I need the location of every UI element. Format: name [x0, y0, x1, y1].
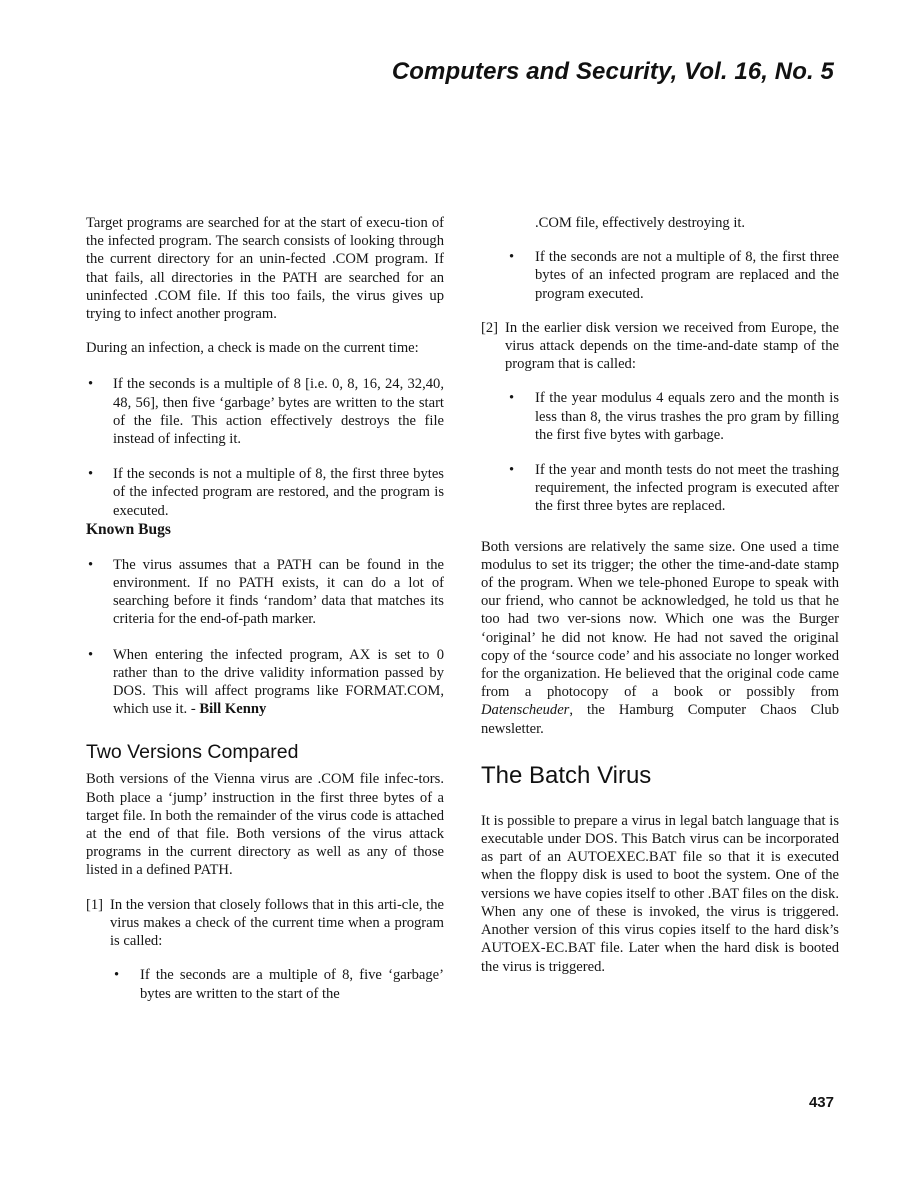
version-2-item	[481, 319, 839, 374]
known-bugs-heading: Known Bugs	[86, 520, 171, 538]
bullet-icon: •	[509, 390, 515, 407]
bullet-icon: •	[88, 376, 94, 393]
list-item: • If the year and month tests do not meet the trashing requirement, the infected program is executed after the first three bytes are replaced.	[509, 462, 839, 515]
bullet-icon: •	[509, 462, 515, 479]
left-column	[86, 214, 444, 1003]
list-item: • The virus assumes that a PATH can be found in the environment. If no PATH exists, it can do a lot of searching before it finds ‘random’ data that matches its criteria for the end-of-path marker.	[88, 556, 444, 628]
version-1-bullet-list	[86, 966, 444, 1002]
version-1-item	[86, 896, 444, 951]
bullet-icon: •	[114, 967, 120, 984]
bullet-icon: •	[88, 646, 94, 663]
version-1-bullet-list-continued	[481, 248, 839, 303]
list-item: • If the seconds is a multiple of 8 [i.e. 0, 8, 16, 24, 32,40, 48, 56], then five ‘garbage’ bytes are written to the start of the file. This action effectively destroys the file instead of infecting it.	[88, 376, 444, 448]
page-number: 437	[808, 1094, 834, 1111]
newsletter-title: Datenscheuder	[481, 702, 570, 719]
bullet-icon: •	[88, 466, 94, 483]
list-item: • When entering the infected program, AX is set to 0 rather than to the drive validity information passed by DOS. This will affect programs like FORMAT.COM, which use it. - Bill Kenny	[88, 646, 444, 718]
list-item: • If the year modulus 4 equals zero and the month is less than 8, the virus trashes the pro gram by filling the first five bytes with garbage.	[509, 390, 839, 443]
right-column	[481, 214, 839, 976]
paragraph-infection-check: During an infection, a check is made on the current time:	[86, 340, 419, 357]
time-check-bullet-list	[86, 375, 444, 519]
item-text: In the version that closely follows that in this arti-cle, the virus makes a check of the current time when a program is called:	[110, 896, 444, 950]
two-versions-heading: Two Versions Compared	[86, 741, 299, 764]
bullet-icon: •	[509, 249, 515, 266]
list-item: • If the seconds are not a multiple of 8, the first three bytes of an infected program are replaced and the program executed.	[509, 249, 839, 302]
item-number: [1]	[86, 896, 104, 913]
continuation-line: .COM file, effectively destroying it.	[535, 215, 746, 231]
paragraph-batch-virus: It is possible to prepare a virus in legal batch language that is executable under DOS. This Batch virus can be incorporated as part of an AUTOEXEC.BAT file so that it is executed when the floppy disk is used to boot the system. One of the versions we have copies itself to other .BAT files on the disk. When any one of these is invoked, the virus is triggered. Another version of this virus copies itself to the hard disk’s AUTOEX-EC.BAT file. Later when the hard disk is booted the virus is triggered.	[481, 812, 839, 975]
list-item: • If the seconds is not a multiple of 8, the first three bytes of the infected program are restored, and the program is executed.	[88, 466, 444, 519]
known-bugs-list	[86, 556, 444, 719]
paragraph-relative-size: Both versions are relatively the same size. One used a time modulus to set its trigger; the other the time-and-date stamp of the program. When we tele-phoned Europe to speak with our friend, who cannot be acknowledged, he told us that he too had two ver-sions now. Which one was the Burger ‘original’ he did not know. He had not saved the original copy of the ‘source code’ and his associate no longer worked for the organization. He believed that the original code came from a photocopy of a book or possibly from Datenscheuder, the Hamburg Computer Chaos Club newsletter.	[481, 538, 839, 737]
item-number: [2]	[481, 319, 499, 336]
version-2-bullet-list	[481, 389, 839, 515]
bug-author: Bill Kenny	[199, 701, 267, 718]
list-item: • If the seconds are a multiple of 8, five ‘garbage’ bytes are written to the start of the	[114, 967, 444, 1002]
item-text: In the earlier disk version we received from Europe, the virus attack depends on the time-and-date stamp of the program that is called:	[505, 319, 839, 373]
batch-virus-heading: The Batch Virus	[481, 761, 652, 789]
paragraph-target-programs: Target programs are searched for at the start of execu-tion of the infected program. The search consists of looking through the current directory for an unin-fected .COM program. If that fails, all directories in the PATH are searched for an uninfected .COM file. If this too fails, the virus gives up trying to infect another program.	[86, 215, 444, 323]
journal-running-header: Computers and Security, Vol. 16, No. 5	[391, 58, 834, 85]
paragraph-both-versions: Both versions of the Vienna virus are .COM file infec-tors. Both place a ‘jump’ instruction in the first three bytes of a target file. In both the remainder of the virus code is attached at the end of that file. Both versions of the virus attack programs in the current directory as well as any of those listed in a defined PATH.	[86, 771, 444, 879]
bullet-icon: •	[88, 556, 94, 573]
